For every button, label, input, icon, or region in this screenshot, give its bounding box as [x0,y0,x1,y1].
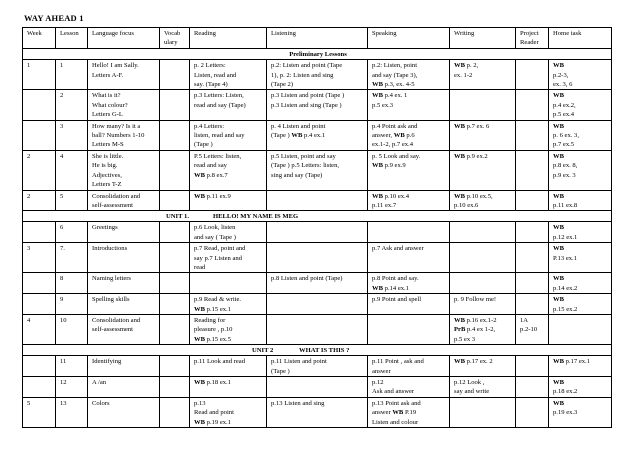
cell-speaking: p.8 Point and say. WB p.14 ex.1 [368,273,450,294]
header-project-reader: Project Reader [516,28,549,49]
cell-vocabulary [160,397,190,427]
cell-project-reader [516,243,549,273]
cell-language-focus: Colors [88,397,160,427]
cell-project-reader [516,190,549,211]
table-row [23,377,612,398]
cell-speaking: p.13 Point ask and answer WB P.19 Listen and colour [368,397,450,427]
cell-reading: WB p.18 ex.1 [190,377,267,398]
cell-speaking: p.4 Point ask and answer, WB p.6 ex.1-2, p.7 ex.4 [368,120,450,150]
cell-speaking: p.2: Listen, point and say (Tape 3), WB p.3, ex. 4-5 [368,60,450,90]
cell-project-reader: 1A p.2-10 [516,314,549,344]
cell-listening: p. 4 Listen and point (Tape ) WB p.4 ex.1 [267,120,368,150]
cell-lesson: 3 [56,120,88,150]
cell-listening [267,222,368,243]
table-row [23,190,612,211]
preliminary-section-row [23,48,612,59]
cell-home-task: WB P.13 ex.1 [549,243,612,273]
cell-language-focus: Consolidation and self-assessment [88,190,160,211]
cell-vocabulary [160,120,190,150]
cell-vocabulary [160,190,190,211]
cell-reading: p.4 Letters: listen, read and say (Tape ) [190,120,267,150]
cell-writing: WB p.7 ex. 6 [450,120,516,150]
cell-project-reader [516,273,549,294]
unit1-row [23,211,612,222]
cell-lesson: 6 [56,222,88,243]
unit2-row [23,345,612,356]
header-week: Week [23,28,56,49]
header-lesson: Lesson [56,28,88,49]
cell-project-reader [516,120,549,150]
table-row [23,60,612,90]
cell-reading: Reading for pleasure , p.10 WB p.15 ex.5 [190,314,267,344]
cell-lesson: 10 [56,314,88,344]
cell-vocabulary [160,356,190,377]
cell-week: 1 [23,60,56,90]
cell-home-task: WB p.4 ex.2, p.5 ex.4 [549,90,612,120]
cell-week [23,90,56,120]
cell-vocabulary [160,150,190,190]
cell-language-focus: Hello! I am Sally. Letters A-F. [88,60,160,90]
cell-lesson: 9 [56,294,88,315]
cell-listening: p.3 Listen and point (Tape ) p.3 Listen and sing (Tape ) [267,90,368,120]
cell-reading: p.3 Letters: Listen, read and say (Tape) [190,90,267,120]
cell-home-task: WB p.17 ex.1 [549,356,612,377]
cell-week: 4 [23,314,56,344]
cell-writing [450,273,516,294]
cell-writing: WB p.16 ex.1-2 PrB p.4 ex 1-2, p.5 ex 3 [450,314,516,344]
cell-speaking: p.12 Ask and answer [368,377,450,398]
cell-listening: p.2: Listen and point (Tape 1), p. 2: Listen and sing (Tape 2) [267,60,368,90]
cell-speaking: WB p.10 ex.4 p.11 ex.7 [368,190,450,211]
cell-language-focus: Consolidation and self-assessment [88,314,160,344]
cell-lesson: 13 [56,397,88,427]
unit1-heading [23,211,612,222]
cell-home-task: WB p.14 ex.2 [549,273,612,294]
cell-reading: p.13 Read and point WB p.19 ex.1 [190,397,267,427]
cell-speaking [368,222,450,243]
cell-lesson: 8 [56,273,88,294]
cell-home-task: WB p. 6 ex. 3, p.7 ex.5 [549,120,612,150]
cell-listening [267,314,368,344]
cell-home-task: WB p.12 ex.1 [549,222,612,243]
cell-writing [450,397,516,427]
cell-project-reader [516,90,549,120]
preliminary-section-heading: Preliminary Lessons [23,48,612,59]
cell-project-reader [516,356,549,377]
unit2-heading [23,345,612,356]
cell-language-focus: Identifying [88,356,160,377]
cell-listening [267,294,368,315]
header-language-focus: Language focus [88,28,160,49]
cell-vocabulary [160,294,190,315]
table-row [23,243,612,273]
table-row [23,397,612,427]
cell-home-task: WB p.15 ex.2 [549,294,612,315]
table-row [23,356,612,377]
cell-week [23,294,56,315]
cell-week [23,273,56,294]
cell-vocabulary [160,222,190,243]
cell-reading: WB p.11 ex.9 [190,190,267,211]
unit1-label: UNIT 1. [166,213,189,221]
cell-listening: p.8 Listen and point (Tape) [267,273,368,294]
cell-vocabulary [160,243,190,273]
cell-lesson: 1 [56,60,88,90]
cell-writing: WB p.10 ex.5, p.10 ex.6 [450,190,516,211]
cell-speaking: p. 5 Look and say. WB p.9 ex.9 [368,150,450,190]
cell-vocabulary [160,60,190,90]
cell-listening [267,190,368,211]
cell-vocabulary [160,273,190,294]
table-row [23,314,612,344]
cell-writing [450,222,516,243]
cell-language-focus: Spelling skills [88,294,160,315]
cell-reading: p.11 Look and read [190,356,267,377]
cell-project-reader [516,60,549,90]
header-writing: Writing [450,28,516,49]
cell-lesson: 11 [56,356,88,377]
cell-writing: WB p. 2, ex. 1-2 [450,60,516,90]
table-row [23,222,612,243]
table-row [23,273,612,294]
cell-lesson: 4 [56,150,88,190]
cell-speaking [368,314,450,344]
cell-language-focus: Naming letters [88,273,160,294]
table-row [23,294,612,315]
cell-listening [267,377,368,398]
cell-week [23,120,56,150]
cell-language-focus: Greetings [88,222,160,243]
cell-writing [450,243,516,273]
cell-listening: p.13 Listen and sing [267,397,368,427]
header-speaking: Speaking [368,28,450,49]
header-vocabulary: Vocab ulary [160,28,190,49]
cell-week [23,222,56,243]
cell-home-task: WB p.8 ex. 8, p.9 ex. 3 [549,150,612,190]
cell-language-focus: A /an [88,377,160,398]
cell-vocabulary [160,377,190,398]
cell-reading: p. 2 Letters: Listen, read and say. (Tape 4) [190,60,267,90]
cell-vocabulary [160,314,190,344]
cell-vocabulary [160,90,190,120]
cell-language-focus: How many? Is it a ball? Numbers 1-10 Letters M-S [88,120,160,150]
cell-week: 3 [23,243,56,273]
cell-home-task [549,314,612,344]
cell-lesson: 7. [56,243,88,273]
cell-home-task: WB p.19 ex.3 [549,397,612,427]
lesson-plan-table [22,27,612,428]
cell-home-task: WB p.11 ex.8 [549,190,612,211]
cell-project-reader [516,150,549,190]
cell-project-reader [516,397,549,427]
table-row [23,120,612,150]
cell-writing [450,90,516,120]
cell-lesson: 2 [56,90,88,120]
cell-speaking: p.9 Point and spell [368,294,450,315]
cell-language-focus: Introductions [88,243,160,273]
cell-writing: WB p.9 ex.2 [450,150,516,190]
cell-speaking: p.7 Ask and answer [368,243,450,273]
header-reading: Reading [190,28,267,49]
cell-reading: P.5 Letters: listen, read and say WB p.8 ex.7 [190,150,267,190]
header-home-task: Home task [549,28,612,49]
cell-week: 2 [23,190,56,211]
cell-reading [190,273,267,294]
cell-week [23,356,56,377]
cell-home-task: WB p.18 ex.2 [549,377,612,398]
header-listening: Listening [267,28,368,49]
cell-language-focus: She is little. He is big. Adjectives, Letters T-Z [88,150,160,190]
cell-listening: p.11 Listen and point (Tape ) [267,356,368,377]
cell-week [23,377,56,398]
header-row [23,28,612,49]
cell-listening: p.5 Listen, point and say (Tape ) p.5 Letters: listen, sing and say (Tape) [267,150,368,190]
cell-listening [267,243,368,273]
cell-writing: WB p.17 ex. 2 [450,356,516,377]
cell-lesson: 5 [56,190,88,211]
unit2-title: WHAT IS THIS ? [299,347,350,355]
table-row [23,150,612,190]
cell-reading: p.7 Read, point and say p.7 Listen and read [190,243,267,273]
unit1-title: HELLO! MY NAME IS MEG [213,213,299,221]
cell-week: 2 [23,150,56,190]
document-title: WAY AHEAD 1 [24,13,84,23]
cell-project-reader [516,377,549,398]
cell-writing: p.12 Look , say and write [450,377,516,398]
cell-project-reader [516,222,549,243]
cell-speaking: WB p.4 ex. 1 p.5 ex.3 [368,90,450,120]
unit2-label: UNIT 2 [252,347,274,355]
cell-speaking: p.11 Point , ask and answer [368,356,450,377]
cell-home-task: WB p.2-3, ex. 3, 6 [549,60,612,90]
cell-language-focus: What is it? What colour? Letters G-L [88,90,160,120]
cell-lesson: 12 [56,377,88,398]
cell-reading: p.6 Look, listen and say ( Tape ) [190,222,267,243]
cell-project-reader [516,294,549,315]
table-row [23,90,612,120]
cell-week: 5 [23,397,56,427]
cell-writing: p. 9 Follow me! [450,294,516,315]
cell-reading: p.9 Read & write. WB p.15 ex.1 [190,294,267,315]
